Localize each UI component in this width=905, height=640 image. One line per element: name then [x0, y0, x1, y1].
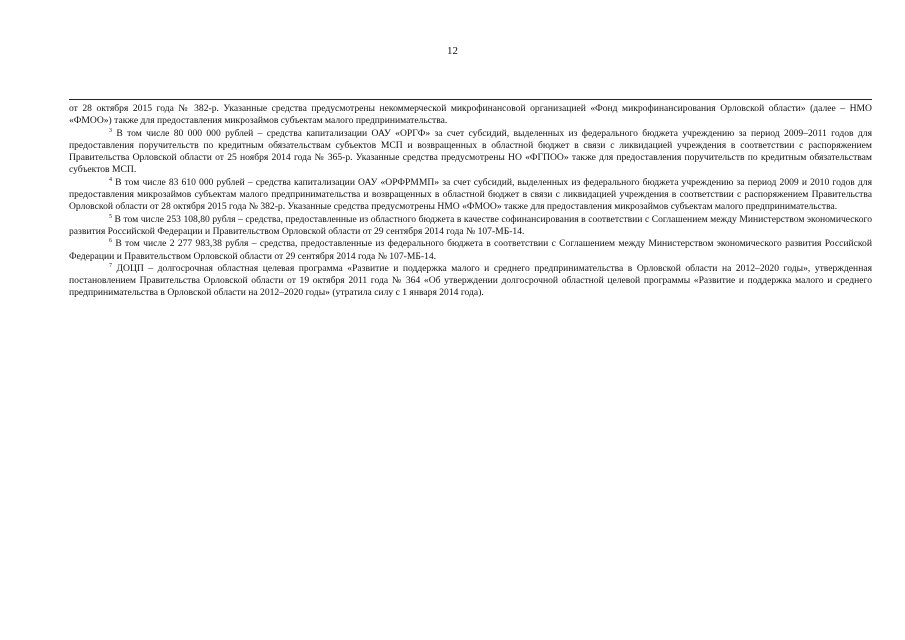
footnote-text: ДОЦП – долгосрочная областная целевая программа «Развитие и поддержка малого и среднего предпринимательства в Орловской области на 2012–2020 годы», утвержденная постановлением Правительства Орловской области от 19 октября 2011 года № 364 «Об утверждении долгосрочной областной целевой программы «Развитие и поддержка малого и среднего предпринимательства в Орловской области на 2012–2020 годы» (утратила силу с 1 января 2014 года).	[69, 262, 872, 299]
page-number: 12	[447, 45, 458, 57]
footnote-mark: 7	[109, 262, 112, 269]
footnote-text: от 28 октября 2015 года № 382-р. Указанные средства предусмотрены некоммерческой микрофинансовой организацией «Фонд микрофинансирования Орловской области» (далее – НМО «ФМОО») также для предоставления микрозаймов субъектам малого предпринимательства.	[69, 103, 872, 127]
footnote-mark: 6	[109, 238, 112, 245]
footnote-7	[69, 263, 872, 300]
footnote-4	[69, 177, 872, 214]
footnote-text: В том числе 253 108,80 рубля – средства, предоставленные из областного бюджета в качестве софинансирования в соответствии с Соглашением между Министерством экономического развития Российской Федерации и Правительством Орловской области от 29 сентября 2014 года № 107-МБ-14.	[69, 213, 872, 237]
footnote-separator	[69, 99, 872, 100]
footnote-5	[69, 214, 872, 239]
footnote-6	[69, 238, 872, 263]
footnote-3	[69, 128, 872, 177]
footnote-text: В том числе 2 277 983,38 рубля – средства, предоставленные из федерального бюджета в соответствии с Соглашением между Министерством экономического развития Российской Федерации и Правительством Орловской области от 29 сентября 2014 года № 107-МБ-14.	[69, 238, 872, 262]
footnote-mark: 4	[109, 176, 112, 183]
footnote-text: В том числе 80 000 000 рублей – средства капитализации ОАУ «ОРГФ» за счет субсидий, выделенных из федерального бюджета учреждению за период 2009–2011 годов для предоставления поручительств по кредитным обязательствам субъектов МСП и возвращенных в областной бюджет в связи с ликвидацией учреждения в соответствии с распоряжением Правительства Орловской области от 25 ноября 2014 года № 365-р. Указанные средства предусмотрены НО «ФГПОО» также для предоставления поручительств по кредитным обязательствам субъектов МСП.	[69, 127, 873, 176]
footnote-text: В том числе 83 610 000 рублей – средства капитализации ОАУ «ОРФРММП» за счет субсидий, выделенных из федерального бюджета учреждению за период 2009 и 2010 годов для предоставления микрозаймов субъектам малого предпринимательства и возвращенных в областной бюджет в связи с ликвидацией учреждения в соответствии с распоряжением Правительства Орловской области от 28 октября 2015 года № 382-р. Указанные средства предусмотрены НМО «ФМОО» также для предоставления микрозаймов субъектам малого предпринимательства.	[69, 176, 872, 213]
footnote-mark: 3	[109, 127, 112, 134]
footnotes	[69, 103, 872, 300]
footnote-mark: 5	[109, 213, 112, 220]
footnote-continuation	[69, 103, 872, 128]
